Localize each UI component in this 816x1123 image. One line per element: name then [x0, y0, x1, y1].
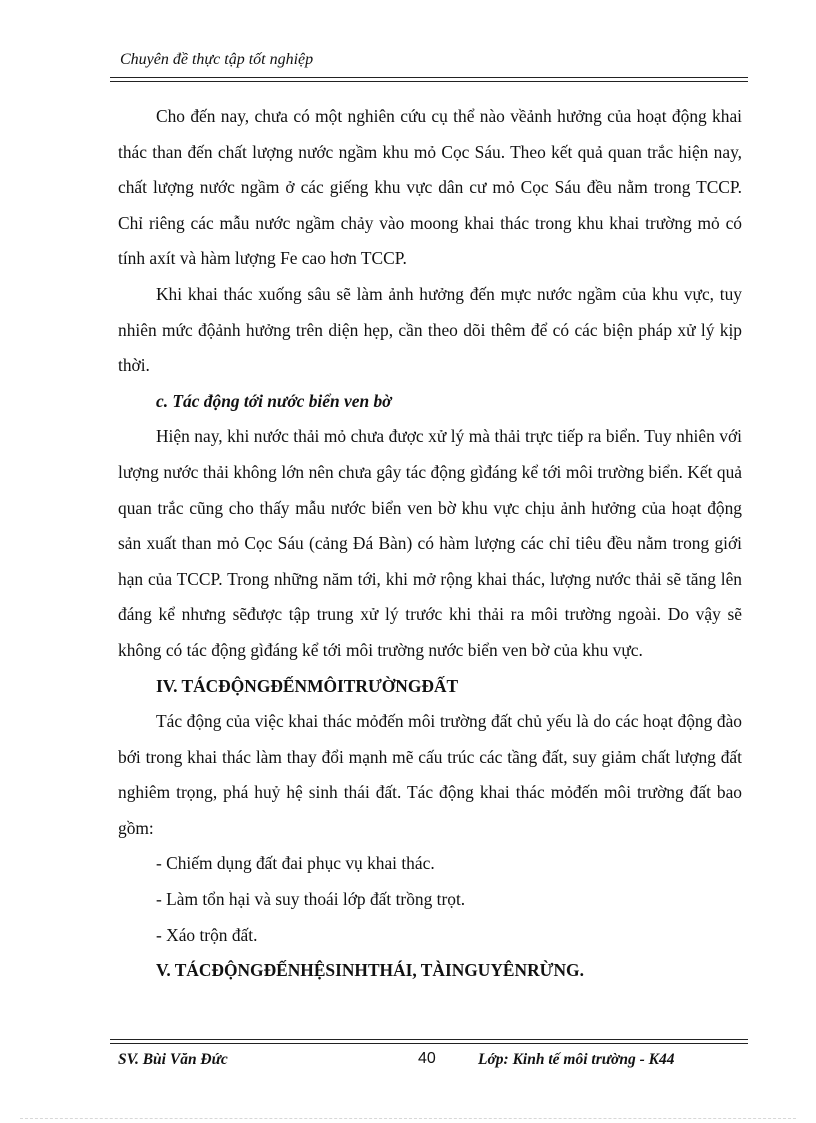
running-header-title: Chuyên đề thực tập tốt nghiệp — [120, 51, 314, 68]
list-item: - Làm tổn hại và suy thoái lớp đất trồng trọt. — [156, 889, 466, 910]
list-item: - Xáo trộn đất. — [156, 924, 258, 945]
footer-student-name: SV. Bùi Văn Đức — [118, 1051, 228, 1068]
section-heading-soil: IV. TÁCĐỘNGĐẾNMÔITRƯỜNGĐẤT — [156, 675, 459, 696]
paragraph-soil-impact: Tác động của việc khai thác mỏđến môi trường đất chủ yếu là do các hoạt động đào bới trong khai thác làm thay đổi mạnh mẽ cấu trúc các tầng đất, suy giảm chất lượng đất nghiêm trọng, phá huỷ hệ sinh thái đất. Tác động khai thác mỏđến môi trường đất bao gồm: — [118, 711, 742, 838]
page-bottom-edge — [20, 1118, 796, 1119]
page-number: 40 — [418, 1050, 436, 1067]
paragraph-groundwater-quality: Cho đến nay, chưa có một nghiên cứu cụ thể nào vềảnh hưởng của hoạt động khai thác than đến chất lượng nước ngầm khu mỏ Cọc Sáu. Theo kết quả quan trắc hiện nay, chất lượng nước ngầm ở các giếng khu vực dân cư mỏ Cọc Sáu đều nằm trong TCCP. Chỉ riêng các mẫu nước ngầm chảy vào moong khai thác trong khu khai trường mỏ có tính axít và hàm lượng Fe cao hơn TCCP. — [118, 106, 742, 269]
subheading-coastal-water: c. Tác động tới nước biển ven bờ — [156, 390, 392, 411]
header-rule — [110, 77, 748, 82]
document-body — [118, 99, 742, 989]
section-heading-ecosystem: V. TÁCĐỘNGĐẾNHỆSINHTHÁI, TÀINGUYÊNRỪNG. — [156, 960, 584, 981]
paragraph-coastal-water: Hiện nay, khi nước thải mỏ chưa được xử lý mà thải trực tiếp ra biển. Tuy nhiên với lượng nước thải không lớn nên chưa gây tác động gìđáng kể tới môi trường biển. Kết quả quan trắc cũng cho thấy mẫu nước biển ven bờ khu vực chịu ảnh hưởng của hoạt động sản xuất than mỏ Cọc Sáu (cảng Đá Bàn) có hàm lượng các chỉ tiêu đều nằm trong giới hạn của TCCP. Trong những năm tới, khi mở rộng khai thác, lượng nước thải sẽ tăng lên đáng kể nhưng sẽđược tập trung xử lý trước khi thải ra môi trường ngoài. Do vậy sẽ không có tác động gìđáng kể tới môi trường nước biển ven bờ của khu vực. — [118, 426, 742, 660]
footer-rule — [110, 1039, 748, 1044]
footer-class-label: Lớp: Kinh tế môi trường - K44 — [478, 1051, 675, 1068]
paragraph-deep-mining-impact: Khi khai thác xuống sâu sẽ làm ảnh hưởng đến mực nước ngầm của khu vực, tuy nhiên mức độảnh hưởng trên diện hẹp, cần theo dõi thêm để có các biện pháp xử lý kịp thời. — [118, 283, 742, 376]
list-item: - Chiếm dụng đất đai phục vụ khai thác. — [156, 853, 435, 874]
